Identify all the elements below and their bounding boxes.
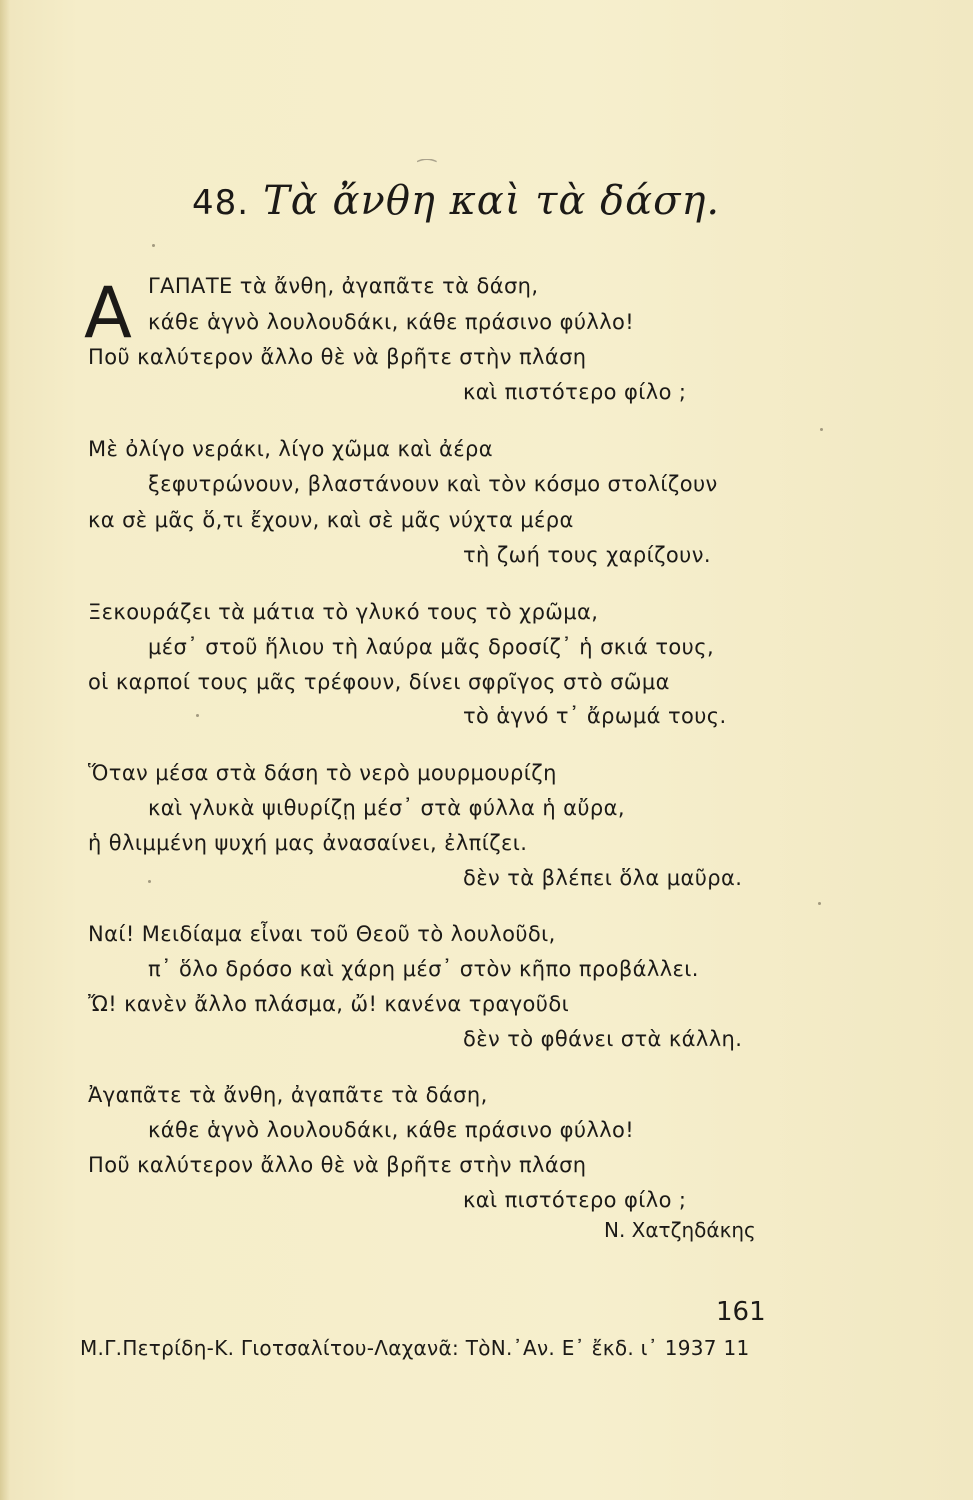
paper-speck [148,880,151,883]
paper-speck [196,714,199,717]
poem-line: Ὤ! κανὲν ἄλλο πλάσμα, ὤ! κανένα τραγοῦδι [88,992,570,1016]
poem-line: ΓΑΠΑΤΕ τὰ ἄνθη, ἀγαπᾶτε τὰ δάση, [148,274,539,298]
poem-author: Ν. Χατζηδάκης [604,1218,756,1242]
poem-title-text: Τὰ ἄνθη καὶ τὰ δάση. [263,178,721,224]
poem-line: κάθε ἁγνὸ λουλουδάκι, κάθε πράσινο φύλλο! [148,1118,635,1142]
page-number: 161 [716,1297,766,1327]
poem-line: κα σὲ μᾶς ὅ,τι ἔχουν, καὶ σὲ μᾶς νύχτα μέρα [88,508,574,532]
poem-line: κάθε ἁγνὸ λουλουδάκι, κάθε πράσινο φύλλο! [148,310,635,334]
poem-line: Ποῦ καλύτερον ἄλλο θὲ νὰ βρῆτε στὴν πλάση [88,1153,587,1177]
poem-line: δὲν τὰ βλέπει ὅλα μαῦρα. [463,866,743,890]
poem-line: ξεφυτρώνουν, βλαστάνουν καὶ τὸν κόσμο στολίζουν [148,472,718,496]
poem-line: ἡ θλιμμένη ψυχή μας ἀνασαίνει, ἐλπίζει. [88,831,528,855]
paper-speck [152,244,155,247]
poem-number: 48. [192,183,250,223]
ink-mark-icon: ⁀ [418,160,436,185]
poem-line: Ἀγαπᾶτε τὰ ἄνθη, ἀγαπᾶτε τὰ δάση, [88,1083,488,1107]
poem-line: καὶ πιστότερο φίλο ; [463,1188,687,1212]
print-footer: Μ.Γ.Πετρίδη-Κ. Γιοτσαλίτου-Λαχανᾶ: ΤὸΝ.᾽Αν. Ε᾽ ἔκδ. ι᾽ 1937 11 [80,1336,750,1360]
poem-line: Μὲ ὀλίγο νεράκι, λίγο χῶμα καὶ ἀέρα [88,437,494,461]
poem-title [192,178,720,224]
poem-line: Ὅταν μέσα στὰ δάση τὸ νερὸ μουρμουρίζη [88,761,557,785]
paper-speck [820,428,823,431]
page-edge-shadow [0,0,10,1500]
poem-line: Ξεκουράζει τὰ μάτια τὸ γλυκό τους τὸ χρῶμα, [88,600,599,624]
poem-line: δὲν τὸ φθάνει στὰ κάλλη. [463,1027,743,1051]
poem-line: καὶ πιστότερο φίλο ; [463,380,687,404]
poem-line: τὴ ζωή τους χαρίζουν. [463,543,711,567]
poem-line: Ποῦ καλύτερον ἄλλο θὲ νὰ βρῆτε στὴν πλάση [88,345,587,369]
paper-speck [818,902,821,905]
poem-line: π᾽ ὅλο δρόσο καὶ χάρη μέσ᾽ στὸν κῆπο προβάλλει. [148,957,699,981]
poem-line: καὶ γλυκὰ ψιθυρίζῃ μέσ᾽ στὰ φύλλα ἡ αὔρα, [148,796,625,820]
poem-line: τὸ ἁγνό τ᾽ ἄρωμά τους. [463,704,727,728]
poem-line: μέσ᾽ στοῦ ἥλιου τὴ λαύρα μᾶς δροσίζ᾽ ἡ σκιά τους, [148,635,715,659]
drop-cap: Α [84,272,132,354]
poem-line: Ναί! Μειδίαμα εἶναι τοῦ Θεοῦ τὸ λουλοῦδι, [88,922,556,946]
poem-line: οἱ καρποί τους μᾶς τρέφουν, δίνει σφρῖγος στὸ σῶμα [88,670,670,694]
